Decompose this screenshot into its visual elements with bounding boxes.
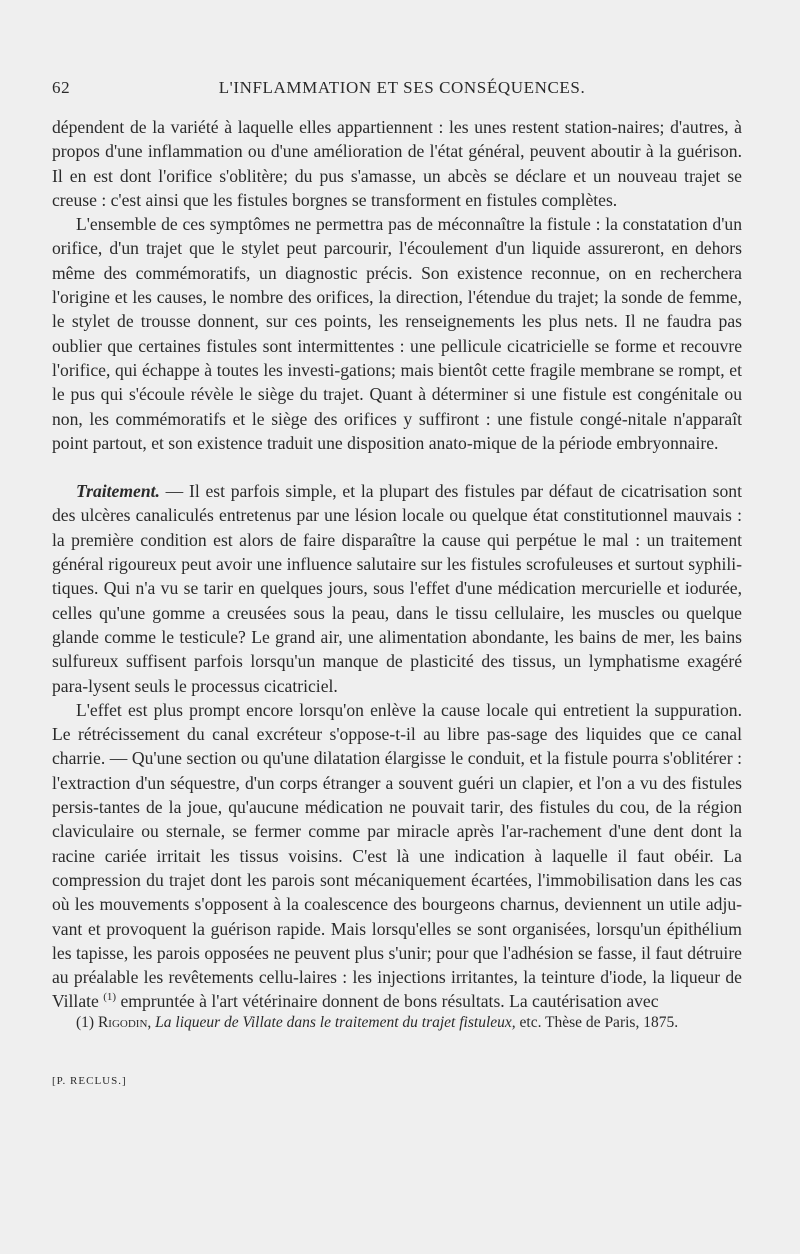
running-header	[52, 78, 752, 102]
signature: [P. RECLUS.]	[52, 1075, 127, 1087]
section-heading: Traitement.	[76, 481, 160, 502]
paragraph-traitement	[52, 479, 742, 698]
footnote-reference[interactable]: (1)	[103, 991, 117, 1004]
paragraph-text: — Il est parfois simple, et la plupart des fistules par défaut de cicatrisation sont des ulcères canaliculés entretenus par une lésion locale ou quelque état constitutionnel mauvais : la première condition est alors de faire disparaître la cause qui perpétue le mal : un traitement général rigoureux peut avoir une influence salutaire sur les fistules scrofuleuses et surtout syphili-tiques. Qui n'a vu se tarir en quelques jours, sous l'effet d'une médication mercurielle et iodurée, celles qu'une gomme a creusées sous la peau, dans le tissu cellulaire, les muscles ou quelque glande comme le testicule? Le grand air, une alimentation abondante, les bains de mer, les bains sulfureux suffisent parfois lorsqu'un manque de plasticité des tissus, un lymphatisme exagéré para-lysent seuls le processus cicatriciel.	[52, 481, 742, 696]
page-number: 62	[52, 78, 71, 97]
footnote-marker: (1)	[76, 1014, 95, 1031]
paragraph: L'ensemble de ces symptômes ne permettra pas de méconnaître la fistule : la constatation d'un orifice, d'un trajet que le stylet peut parcourir, l'écoulement d'un liquide assureront, en dehors même des commémoratifs, un diagnostic précis. Son existence reconnue, on en recherchera l'origine et les causes, le nombre des orifices, la direction, l'étendue du trajet; la sonde de femme, le stylet de trousse donnent, sur ces points, les renseignements les plus nets. Il ne faudra pas oublier que certaines fistules sont intermittentes : une pellicule cicatricielle se forme et recouvre l'orifice, qui échappe à toutes les investi-gations; mais bientôt cette fragile membrane se rompt, et le pus qui s'écoule révèle le siège du trajet. Quant à déterminer si une fistule est congénitale ou non, les commémoratifs et le siège des orifices y suffiront : une fistule congé-nitale n'apparaît point partout, et son existence traduit une disposition anato-mique de la période embryonnaire.	[52, 214, 742, 453]
paragraph-text-continued: empruntée à l'art vétérinaire donnent de bons résultats. La cautérisation avec	[116, 991, 659, 1012]
footnote-title: La liqueur de Villate dans le traitement du trajet fistuleux,	[155, 1014, 516, 1031]
paragraph: dépendent de la variété à laquelle elles appartiennent : les unes restent station-naires; d'autres, à propos d'une inflammation ou d'une amélioration de l'état général, peuvent aboutir à la guérison. Il en est dont l'orifice s'oblitère; du pus s'amasse, un abcès se déclare et un nouveau trajet se creuse : c'est ainsi que les fistules borgnes se transforment en fistules complètes.	[52, 117, 742, 210]
paragraph	[52, 698, 742, 1014]
running-title: L'INFLAMMATION ET SES CONSÉQUENCES.	[218, 78, 586, 97]
paragraph-text: L'effet est plus prompt encore lorsqu'on enlève la cause locale qui entretient la suppuration. Le rétrécissement du canal excréteur s'oppose-t-il au libre pas-sage des liquides que ce canal charrie. — Qu'une section ou qu'une dilatation élargisse le conduit, et la fistule pourra s'oblitérer : l'extraction d'un séquestre, d'un corps étranger a souvent guéri un clapier, et l'on a vu des fistules persis-tantes de la joue, qu'aucune médication ne pouvait tarir, des fistules du cou, de la région claviculaire ou sternale, se fermer comme par miracle après l'ar-rachement d'une dent dont la racine cariée irritait les tissus voisins. C'est là une indication à laquelle il faut obéir. La compression du trajet dont les parois sont mécaniquement écartées, l'immobilisation dans les cas où les mouvements s'opposent à la coalescence des bourgeons charnus, deviennent un utile adju-vant et provoquent la guérison rapide. Mais lorsqu'elles se sont organisées, lorsqu'un épithélium les tapisse, les parois opposées ne peuvent plus s'unir; pour que l'adhésion se fasse, il faut détruire au préalable les revêtements cellu-laires : les injections irritantes, la teinture d'iode, la liqueur de Villate	[52, 699, 742, 1012]
footnote-author: Rigodin,	[97, 1014, 152, 1031]
footnote-rest: etc. Thèse de Paris, 1875.	[515, 1014, 679, 1031]
body-text	[52, 115, 742, 1014]
footnote	[52, 1013, 742, 1033]
